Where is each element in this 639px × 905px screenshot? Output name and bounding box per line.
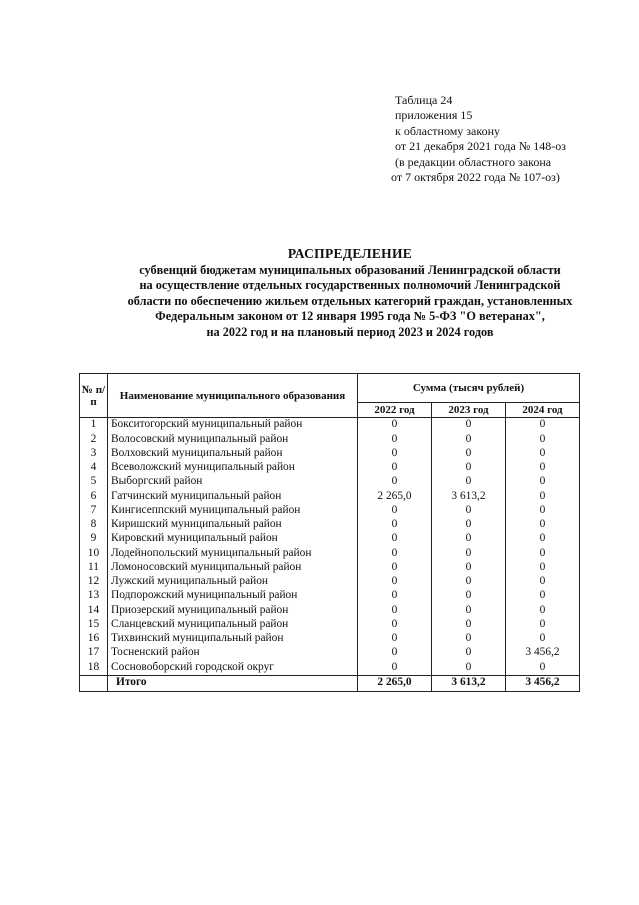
total-num-cell	[80, 675, 108, 691]
value-2022: 0	[358, 546, 432, 560]
municipality-name: Кировский муниципальный район	[108, 532, 358, 546]
value-2022: 0	[358, 632, 432, 646]
value-2023: 0	[432, 660, 506, 675]
value-2024: 0	[506, 546, 580, 560]
table-row	[80, 432, 580, 446]
note-line: к областному закону	[395, 123, 501, 138]
total-row	[80, 675, 580, 691]
table-row	[80, 475, 580, 489]
header-year: 2022 год	[358, 403, 432, 418]
table-row	[80, 518, 580, 532]
row-number: 2	[80, 432, 108, 446]
value-2022: 0	[358, 660, 432, 675]
value-2024: 0	[506, 618, 580, 632]
value-2023: 0	[432, 618, 506, 632]
value-2024: 0	[506, 589, 580, 603]
value-2023: 0	[432, 589, 506, 603]
municipality-name: Сланцевский муниципальный район	[108, 618, 358, 632]
value-2023: 0	[432, 432, 506, 446]
row-number: 1	[80, 418, 108, 433]
note-line: приложения 15	[395, 108, 473, 123]
municipality-name: Тихвинский муниципальный район	[108, 632, 358, 646]
value-2022: 0	[358, 475, 432, 489]
value-2023: 0	[432, 418, 506, 433]
document-title	[60, 246, 639, 341]
table-row	[80, 546, 580, 560]
title-line: Федеральным законом от 12 января 1995 года № 5-ФЗ "О ветеранах",	[155, 309, 545, 324]
value-2022: 0	[358, 504, 432, 518]
municipality-name: Подпорожский муниципальный район	[108, 589, 358, 603]
value-2023: 0	[432, 546, 506, 560]
total-2024: 3 456,2	[506, 675, 580, 691]
row-number: 3	[80, 447, 108, 461]
total-2022: 2 265,0	[358, 675, 432, 691]
municipality-name: Выборгский район	[108, 475, 358, 489]
value-2024: 0	[506, 432, 580, 446]
value-2024: 0	[506, 632, 580, 646]
municipality-name: Сосновоборский городской округ	[108, 660, 358, 675]
municipality-name: Гатчинский муниципальный район	[108, 489, 358, 503]
municipality-name: Всеволожский муниципальный район	[108, 461, 358, 475]
table-row	[80, 603, 580, 617]
value-2022: 0	[358, 532, 432, 546]
municipality-name: Приозерский муниципальный район	[108, 603, 358, 617]
value-2024: 0	[506, 475, 580, 489]
row-number: 11	[80, 561, 108, 575]
value-2022: 0	[358, 589, 432, 603]
value-2024: 0	[506, 504, 580, 518]
row-number: 7	[80, 504, 108, 518]
table-row	[80, 489, 580, 503]
value-2022: 2 265,0	[358, 489, 432, 503]
note-line: от 21 декабря 2021 года № 148-оз	[395, 139, 567, 154]
value-2023: 0	[432, 632, 506, 646]
total-2023: 3 613,2	[432, 675, 506, 691]
row-number: 8	[80, 518, 108, 532]
row-number: 15	[80, 618, 108, 632]
table-row	[80, 660, 580, 675]
row-number: 12	[80, 575, 108, 589]
value-2023: 3 613,2	[432, 489, 506, 503]
municipality-name: Волосовский муниципальный район	[108, 432, 358, 446]
municipality-name: Тосненский район	[108, 646, 358, 660]
value-2024: 0	[506, 561, 580, 575]
note-line: от 7 октября 2022 года № 107-оз)	[391, 170, 560, 185]
municipality-name: Ломоносовский муниципальный район	[108, 561, 358, 575]
row-number: 14	[80, 603, 108, 617]
municipality-name: Киришский муниципальный район	[108, 518, 358, 532]
value-2024: 0	[506, 575, 580, 589]
table-row	[80, 618, 580, 632]
value-2023: 0	[432, 603, 506, 617]
appendix-note	[391, 93, 567, 185]
value-2023: 0	[432, 575, 506, 589]
value-2022: 0	[358, 447, 432, 461]
table-row	[80, 418, 580, 433]
row-number: 4	[80, 461, 108, 475]
municipality-name: Лодейнопольский муниципальный район	[108, 546, 358, 560]
value-2024: 3 456,2	[506, 646, 580, 660]
title-line: области по обеспечению жильем отдельных категорий граждан, установленных	[127, 293, 573, 308]
title-line: на 2022 год и на плановый период 2023 и 2024 годов	[206, 324, 494, 339]
value-2024: 0	[506, 418, 580, 433]
value-2022: 0	[358, 618, 432, 632]
municipality-name: Кингисеппский муниципальный район	[108, 504, 358, 518]
value-2023: 0	[432, 475, 506, 489]
value-2022: 0	[358, 418, 432, 433]
header-sum: Сумма (тысяч рублей)	[358, 374, 580, 403]
value-2023: 0	[432, 447, 506, 461]
municipality-name: Лужский муниципальный район	[108, 575, 358, 589]
value-2023: 0	[432, 518, 506, 532]
table-row	[80, 447, 580, 461]
row-number: 13	[80, 589, 108, 603]
table-row	[80, 575, 580, 589]
header-year: 2023 год	[432, 403, 506, 418]
table-row	[80, 589, 580, 603]
distribution-table	[79, 373, 580, 692]
municipality-name: Бокситогорский муниципальный район	[108, 418, 358, 433]
title-line: субвенций бюджетам муниципальных образований Ленинградской области	[139, 262, 561, 277]
row-number: 9	[80, 532, 108, 546]
value-2024: 0	[506, 660, 580, 675]
value-2023: 0	[432, 561, 506, 575]
value-2023: 0	[432, 504, 506, 518]
note-line: Таблица 24	[395, 93, 453, 107]
row-number: 17	[80, 646, 108, 660]
value-2024: 0	[506, 518, 580, 532]
table-row	[80, 504, 580, 518]
header-num: № п/п	[80, 374, 108, 418]
municipality-name: Волховский муниципальный район	[108, 447, 358, 461]
title-main: РАСПРЕДЕЛЕНИЕ	[287, 246, 413, 261]
header-name: Наименование муниципального образования	[108, 374, 358, 418]
value-2023: 0	[432, 461, 506, 475]
table-row	[80, 461, 580, 475]
table-row	[80, 561, 580, 575]
value-2023: 0	[432, 532, 506, 546]
value-2024: 0	[506, 461, 580, 475]
value-2022: 0	[358, 646, 432, 660]
note-line: (в редакции областного закона	[395, 154, 552, 169]
row-number: 10	[80, 546, 108, 560]
value-2024: 0	[506, 532, 580, 546]
table-row	[80, 532, 580, 546]
value-2022: 0	[358, 518, 432, 532]
total-label: Итого	[108, 675, 358, 691]
row-number: 16	[80, 632, 108, 646]
table-row	[80, 646, 580, 660]
value-2022: 0	[358, 561, 432, 575]
value-2023: 0	[432, 646, 506, 660]
title-line: на осуществление отдельных государственных полномочий Ленинградской	[139, 278, 561, 293]
row-number: 18	[80, 660, 108, 675]
row-number: 6	[80, 489, 108, 503]
row-number: 5	[80, 475, 108, 489]
value-2022: 0	[358, 432, 432, 446]
value-2022: 0	[358, 603, 432, 617]
value-2022: 0	[358, 461, 432, 475]
value-2024: 0	[506, 603, 580, 617]
value-2024: 0	[506, 489, 580, 503]
value-2022: 0	[358, 575, 432, 589]
value-2024: 0	[506, 447, 580, 461]
header-year: 2024 год	[506, 403, 580, 418]
table-row	[80, 632, 580, 646]
